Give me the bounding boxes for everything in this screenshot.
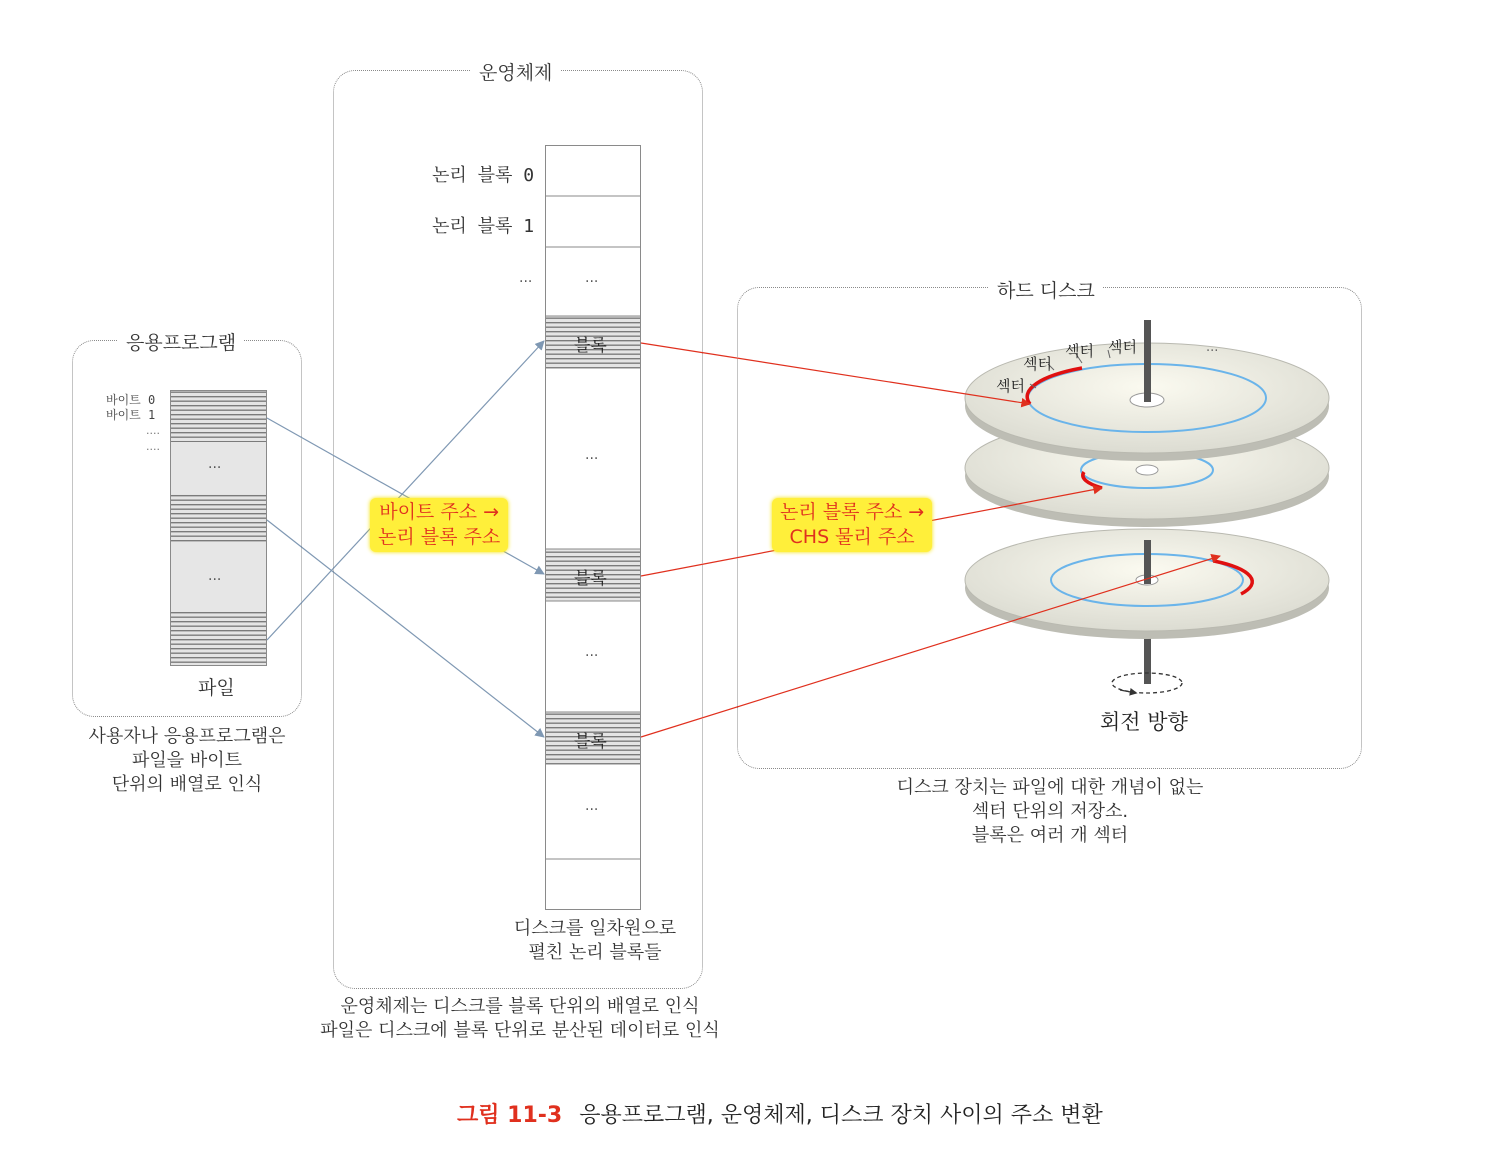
logical-block-side-ellipsis: ... [519,270,533,286]
rotation-label: 회전 방향 [1100,710,1188,734]
block-column-ellipsis-1: ... [585,270,599,286]
arrow-file-to-block-1 [267,341,544,640]
arrow-block3-to-sector [641,556,1220,737]
byte-0-label: 바이트 0 [106,393,156,407]
file-ellipsis-1: ... [208,456,222,472]
sector-label-4: 섹터 [1108,338,1137,356]
os-inner-caption-line2: 펼친 논리 블록들 [528,942,662,963]
application-caption-line2: 파일을 바이트 [131,750,243,771]
arrow-block1-to-sector [641,343,1030,404]
application-group-title: 응용프로그램 [118,328,244,355]
byte-dots-1: .... [146,424,160,437]
figure-caption [457,1098,1103,1129]
sector-label-2: 섹터 [1023,355,1052,373]
block-column-ellipsis-2: ... [585,447,599,463]
os-caption-line1: 운영체제는 디스크를 블록 단위의 배열로 인식 [340,996,700,1017]
figure-caption-text: 응용프로그램, 운영체제, 디스크 장치 사이의 주소 변환 [579,1103,1103,1128]
byte-to-block-line1: 바이트 주소 → [379,501,499,523]
block-to-chs-line2: CHS 물리 주소 [789,526,915,548]
block-label-1: 블록 [574,336,607,356]
hard-disk-caption-line2: 섹터 단위의 저장소. [971,801,1129,822]
file-label: 파일 [198,677,235,699]
sector-label-3: 섹터 [1065,342,1094,360]
sector-ellipsis: ... [1206,340,1219,355]
application-caption-line3: 단위의 배열로 인식 [111,774,263,795]
hard-disk-caption-line3: 블록은 여러 개 섹터 [971,825,1129,846]
os-caption-line2: 파일은 디스크에 블록 단위로 분산된 데이터로 인식 [320,1020,720,1041]
os-inner-caption-line1: 디스크를 일차원으로 [513,918,677,939]
block-column-ellipsis-4: ... [585,798,599,814]
sector-label-1: 섹터 [996,377,1025,395]
byte-to-block-line2: 논리 블록 주소 [378,526,501,548]
file-ellipsis-2: ... [208,568,222,584]
byte-1-label: 바이트 1 [106,408,156,422]
figure-number: 그림 11-3 [457,1103,563,1128]
os-group-title: 운영체제 [471,58,560,85]
hard-disk-caption-line1: 디스크 장치는 파일에 대한 개념이 없는 [896,777,1204,798]
hard-disk-group-title: 하드 디스크 [989,276,1103,303]
logical-block-1-label: 논리 블록 1 [432,216,535,237]
arrow-file-to-block-3 [267,520,544,737]
block-column-ellipsis-3: ... [585,644,599,660]
application-caption-line1: 사용자나 응용프로그램은 [88,726,286,747]
block-to-chs-label [772,498,932,552]
logical-block-0-label: 논리 블록 0 [432,165,535,186]
byte-to-block-label [370,498,508,552]
block-label-2: 블록 [574,569,607,589]
byte-dots-2: .... [146,440,160,453]
block-label-3: 블록 [574,732,607,752]
block-to-chs-line1: 논리 블록 주소 → [780,501,925,523]
